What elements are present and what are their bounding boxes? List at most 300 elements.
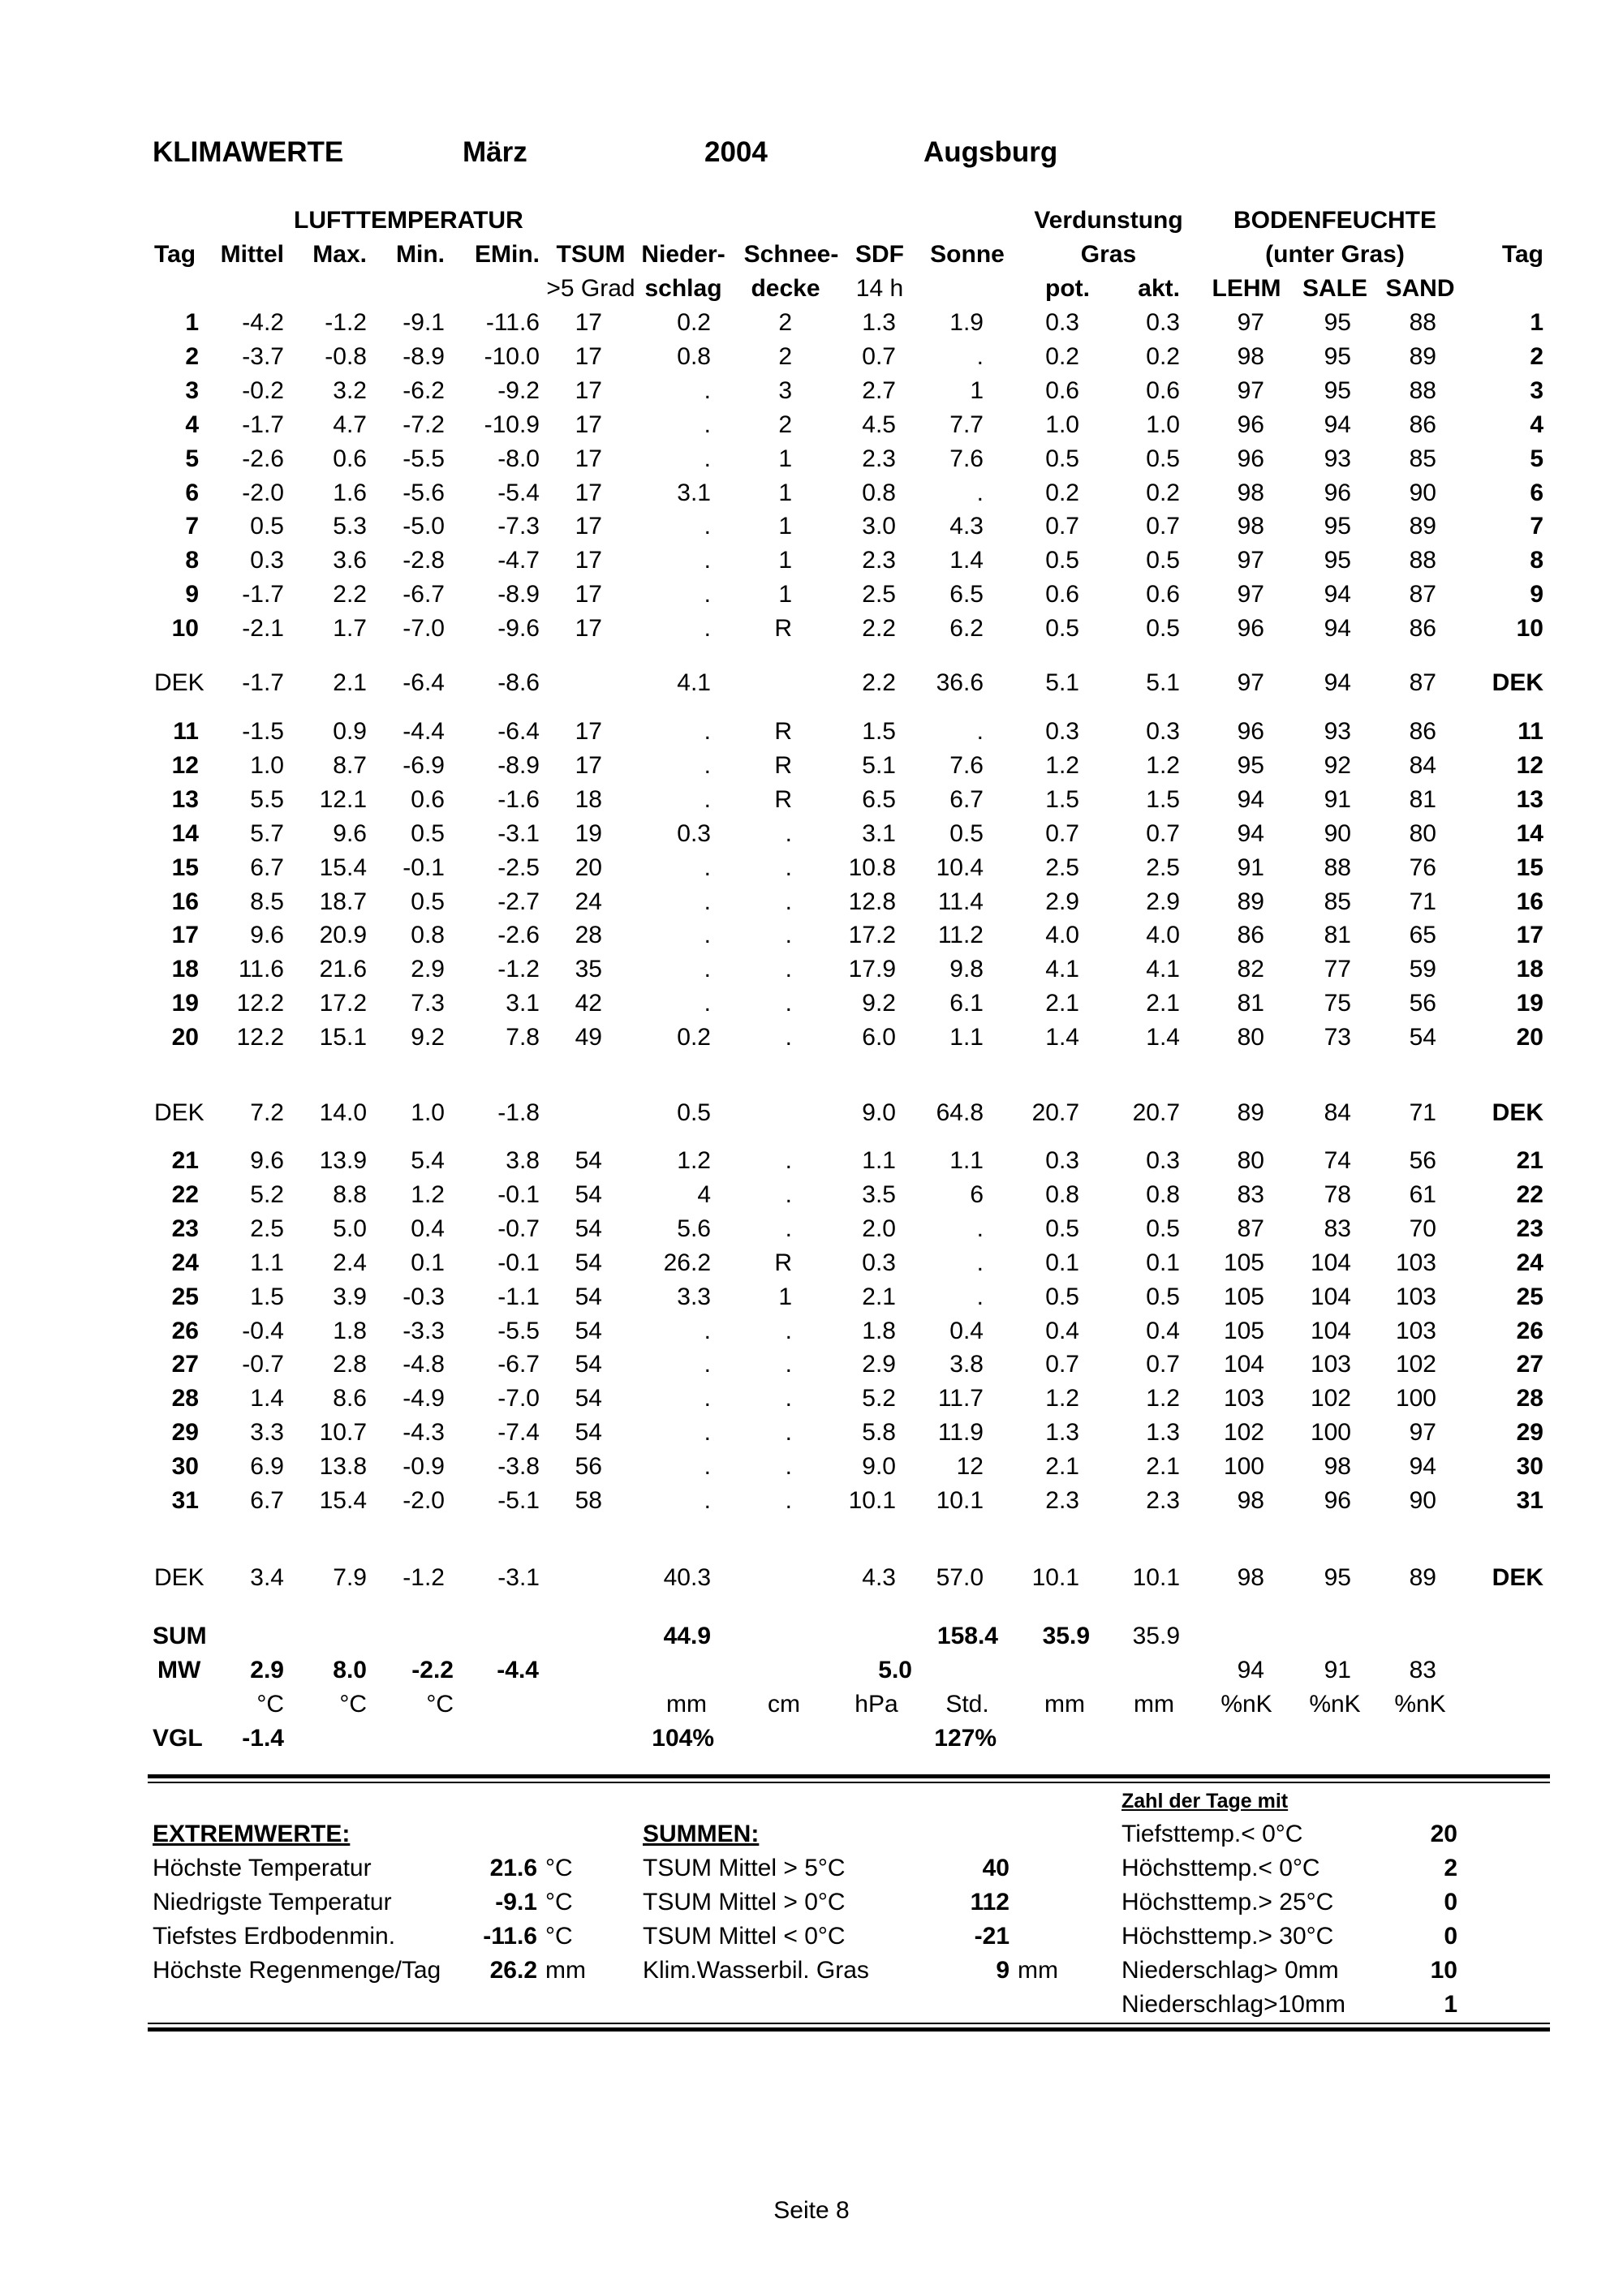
cell-lehm: 97 bbox=[1237, 309, 1264, 336]
col-mittel: Mittel bbox=[220, 241, 284, 268]
cell-sdf: 1.1 bbox=[862, 1147, 896, 1174]
cell-lehm: 97 bbox=[1237, 547, 1264, 574]
cell-sale: 93 bbox=[1324, 718, 1351, 745]
cell-emin: -8.0 bbox=[497, 445, 540, 472]
unit-pot: mm bbox=[1044, 1691, 1085, 1718]
row-day-right: 11 bbox=[1518, 718, 1543, 745]
cell-akt: 2.1 bbox=[1146, 990, 1180, 1017]
cell-min: 0.4 bbox=[411, 1215, 445, 1242]
row-day-right: 15 bbox=[1516, 853, 1543, 881]
cell-max: 13.8 bbox=[319, 1453, 367, 1481]
sum-pot: 35.9 bbox=[1042, 1623, 1090, 1649]
cell-akt: 0.7 bbox=[1146, 819, 1180, 847]
cell-max: -1.2 bbox=[325, 309, 367, 336]
cell-akt: 0.6 bbox=[1146, 581, 1180, 608]
row-day-right: 8 bbox=[1530, 547, 1543, 574]
sum-label: SUM bbox=[153, 1623, 207, 1649]
cell-schnee: R bbox=[774, 615, 792, 643]
cell-nieder: . bbox=[704, 1419, 711, 1447]
summe-value: 40 bbox=[982, 1855, 1010, 1881]
cell-sand: 80 bbox=[1409, 819, 1436, 847]
cell-sand: 89 bbox=[1409, 1564, 1436, 1591]
cell-lehm: 98 bbox=[1237, 1564, 1264, 1591]
cell-nieder: 1.2 bbox=[677, 1147, 711, 1174]
report-year: 2004 bbox=[704, 136, 768, 168]
mw-min: -2.2 bbox=[411, 1657, 454, 1683]
unit-mittel: °C bbox=[256, 1691, 284, 1718]
page-number: Seite 8 bbox=[773, 2197, 850, 2224]
cell-lehm: 94 bbox=[1237, 785, 1264, 813]
cell-akt: 2.9 bbox=[1146, 888, 1180, 915]
row-day: 18 bbox=[171, 956, 199, 983]
cell-sand: 100 bbox=[1395, 1385, 1436, 1412]
cell-nieder: 3.3 bbox=[677, 1283, 711, 1310]
cell-nieder: 3.1 bbox=[677, 479, 711, 506]
cell-lehm: 91 bbox=[1237, 853, 1264, 881]
tage-label: Höchsttemp.> 30°C bbox=[1121, 1923, 1334, 1950]
sum-nieder: 44.9 bbox=[663, 1623, 711, 1649]
cell-nieder: . bbox=[704, 581, 711, 608]
cell-tsum: 28 bbox=[575, 922, 602, 949]
cell-sonne: 10.1 bbox=[936, 1487, 984, 1514]
cell-pot: 0.5 bbox=[1045, 445, 1079, 472]
cell-sale: 81 bbox=[1324, 922, 1351, 949]
cell-sdf: 5.1 bbox=[862, 751, 896, 779]
col-group-bodenfeuchte: BODENFEUCHTE bbox=[1233, 207, 1437, 234]
cell-sdf: 2.0 bbox=[862, 1215, 896, 1242]
cell-schnee: R bbox=[774, 718, 792, 745]
cell-lehm: 96 bbox=[1237, 718, 1264, 745]
cell-emin: -9.2 bbox=[497, 376, 540, 404]
cell-sdf: 10.8 bbox=[848, 853, 896, 881]
cell-schnee: . bbox=[785, 922, 792, 949]
row-day: 28 bbox=[171, 1385, 199, 1412]
cell-tsum: 17 bbox=[575, 581, 602, 608]
cell-akt: 0.5 bbox=[1146, 445, 1180, 472]
cell-sand: 103 bbox=[1395, 1249, 1436, 1276]
cell-mittel: -1.7 bbox=[242, 581, 284, 608]
cell-nieder: . bbox=[704, 785, 711, 813]
tage-value: 1 bbox=[1444, 1991, 1457, 2018]
extremwert-value: -9.1 bbox=[495, 1889, 537, 1915]
mw-sdf: 5.0 bbox=[878, 1657, 912, 1683]
extremwert-value: 26.2 bbox=[489, 1957, 537, 1984]
cell-min: 0.1 bbox=[411, 1249, 445, 1276]
mw-label: MW bbox=[157, 1657, 201, 1683]
cell-lehm: 102 bbox=[1223, 1419, 1264, 1447]
cell-sdf: 2.9 bbox=[862, 1351, 896, 1378]
cell-mittel: 5.7 bbox=[250, 819, 284, 847]
cell-min: -6.9 bbox=[403, 751, 445, 779]
tage-value: 0 bbox=[1444, 1889, 1457, 1915]
cell-min: -4.9 bbox=[403, 1385, 445, 1412]
cell-min: -7.0 bbox=[403, 615, 445, 643]
mw-emin: -4.4 bbox=[497, 1657, 539, 1683]
cell-sand: 89 bbox=[1409, 513, 1436, 540]
row-day: 17 bbox=[171, 922, 199, 949]
cell-nieder: 0.3 bbox=[677, 819, 711, 847]
col-sonne: Sonne bbox=[930, 241, 1005, 268]
cell-sonne: 36.6 bbox=[936, 669, 984, 696]
cell-sonne: 6.2 bbox=[949, 615, 984, 643]
cell-mittel: 5.5 bbox=[250, 785, 284, 813]
cell-min: -5.0 bbox=[403, 513, 445, 540]
cell-tsum: 17 bbox=[575, 479, 602, 506]
cell-mittel: 8.5 bbox=[250, 888, 284, 915]
cell-tsum: 56 bbox=[575, 1453, 602, 1481]
cell-sale: 104 bbox=[1310, 1283, 1351, 1310]
cell-schnee: 1 bbox=[778, 581, 792, 608]
row-day: 1 bbox=[185, 309, 199, 336]
cell-sale: 94 bbox=[1324, 581, 1351, 608]
row-day-right: 3 bbox=[1530, 376, 1543, 404]
cell-tsum: 54 bbox=[575, 1419, 602, 1447]
cell-sand: 54 bbox=[1409, 1024, 1436, 1051]
cell-sdf: 5.8 bbox=[862, 1419, 896, 1447]
cell-sdf: 10.1 bbox=[848, 1487, 896, 1514]
row-day-right: 29 bbox=[1516, 1419, 1543, 1447]
tage-label: Tiefsttemp.< 0°C bbox=[1121, 1821, 1303, 1847]
tage-value: 10 bbox=[1430, 1957, 1457, 1984]
cell-max: 20.9 bbox=[319, 922, 367, 949]
cell-sale: 78 bbox=[1324, 1180, 1351, 1208]
mw-mittel: 2.9 bbox=[250, 1657, 284, 1683]
cell-sand: 89 bbox=[1409, 342, 1436, 370]
row-day: 13 bbox=[171, 785, 199, 813]
cell-sdf: 2.3 bbox=[862, 547, 896, 574]
dek-label: DEK bbox=[154, 669, 204, 696]
cell-sonne: 7.7 bbox=[949, 411, 984, 438]
cell-mittel: -3.7 bbox=[242, 342, 284, 370]
cell-nieder: . bbox=[704, 751, 711, 779]
cell-sdf: 4.5 bbox=[862, 411, 896, 438]
row-day-right: 26 bbox=[1516, 1317, 1543, 1344]
unit-sonne: Std. bbox=[945, 1691, 989, 1718]
cell-schnee: 1 bbox=[778, 547, 792, 574]
cell-sand: 94 bbox=[1409, 1453, 1436, 1481]
vgl-nieder: 104% bbox=[652, 1725, 714, 1752]
cell-min: -4.4 bbox=[403, 718, 445, 745]
cell-schnee: . bbox=[785, 1317, 792, 1344]
col-nieder: Nieder- bbox=[641, 241, 725, 268]
cell-lehm: 86 bbox=[1237, 922, 1264, 949]
cell-schnee: 1 bbox=[778, 445, 792, 472]
cell-mittel: -4.2 bbox=[242, 309, 284, 336]
dek-label-right: DEK bbox=[1492, 1564, 1543, 1591]
cell-max: 15.4 bbox=[319, 853, 367, 881]
row-day: 20 bbox=[171, 1024, 199, 1051]
cell-tsum: 17 bbox=[575, 445, 602, 472]
cell-nieder: . bbox=[704, 888, 711, 915]
row-day: 27 bbox=[171, 1351, 199, 1378]
cell-sonne: 11.9 bbox=[937, 1419, 984, 1447]
cell-sdf: 1.5 bbox=[862, 718, 896, 745]
cell-nieder: . bbox=[704, 1453, 711, 1481]
cell-mittel: 0.3 bbox=[250, 547, 284, 574]
cell-emin: -0.1 bbox=[497, 1249, 540, 1276]
cell-mittel: 6.7 bbox=[250, 1487, 284, 1514]
cell-max: 1.6 bbox=[333, 479, 367, 506]
cell-mittel: -0.4 bbox=[242, 1317, 284, 1344]
cell-akt: 0.7 bbox=[1146, 513, 1180, 540]
cell-max: 1.7 bbox=[333, 615, 367, 643]
cell-sdf: 6.0 bbox=[862, 1024, 896, 1051]
col-min: Min. bbox=[396, 241, 445, 268]
cell-pot: 0.2 bbox=[1045, 342, 1079, 370]
cell-pot: 4.1 bbox=[1045, 956, 1079, 983]
col-max: Max. bbox=[312, 241, 367, 268]
cell-emin: -10.0 bbox=[484, 342, 540, 370]
cell-sdf: 1.8 bbox=[862, 1317, 896, 1344]
cell-nieder: . bbox=[704, 853, 711, 881]
summe-unit: mm bbox=[1018, 1957, 1058, 1984]
cell-emin: -5.4 bbox=[497, 479, 540, 506]
cell-akt: 1.4 bbox=[1146, 1024, 1180, 1051]
cell-min: 1.2 bbox=[411, 1180, 445, 1208]
tage-value: 0 bbox=[1444, 1923, 1457, 1950]
cell-emin: -4.7 bbox=[497, 547, 540, 574]
cell-lehm: 94 bbox=[1237, 819, 1264, 847]
cell-schnee: . bbox=[785, 1453, 792, 1481]
cell-nieder: . bbox=[704, 1385, 711, 1412]
cell-sand: 87 bbox=[1409, 669, 1436, 696]
cell-emin: -2.5 bbox=[497, 853, 540, 881]
mw-max: 8.0 bbox=[333, 1657, 367, 1683]
cell-sdf: 4.3 bbox=[862, 1564, 896, 1591]
col-sdf: SDF bbox=[855, 241, 904, 268]
cell-akt: 2.3 bbox=[1146, 1487, 1180, 1514]
cell-lehm: 96 bbox=[1237, 445, 1264, 472]
dek-label-right: DEK bbox=[1492, 1099, 1543, 1126]
cell-max: 5.0 bbox=[333, 1215, 367, 1242]
cell-sonne: 57.0 bbox=[936, 1564, 984, 1591]
cell-min: -0.3 bbox=[403, 1283, 445, 1310]
cell-akt: 1.0 bbox=[1146, 411, 1180, 438]
row-day: 21 bbox=[171, 1147, 199, 1174]
cell-max: 17.2 bbox=[319, 990, 367, 1017]
cell-tsum: 54 bbox=[575, 1385, 602, 1412]
cell-sdf: 17.9 bbox=[848, 956, 896, 983]
cell-min: -9.1 bbox=[403, 309, 445, 336]
cell-emin: -10.9 bbox=[484, 411, 540, 438]
extremwert-value: -11.6 bbox=[483, 1923, 537, 1950]
col-sand: SAND bbox=[1385, 275, 1455, 302]
cell-sonne: . bbox=[976, 479, 984, 506]
cell-min: -6.2 bbox=[403, 376, 445, 404]
cell-sonne: . bbox=[976, 342, 984, 370]
cell-sonne: 6.1 bbox=[949, 990, 984, 1017]
cell-nieder: . bbox=[704, 513, 711, 540]
row-day-right: 23 bbox=[1516, 1215, 1543, 1242]
col-schnee: Schnee- bbox=[743, 241, 839, 268]
cell-sale: 84 bbox=[1324, 1099, 1351, 1126]
row-day: 7 bbox=[185, 513, 199, 540]
cell-pot: 20.7 bbox=[1031, 1099, 1079, 1126]
cell-sale: 104 bbox=[1310, 1317, 1351, 1344]
cell-emin: -3.1 bbox=[497, 1564, 540, 1591]
row-day-right: 19 bbox=[1516, 990, 1543, 1017]
summe-value: -21 bbox=[974, 1923, 1010, 1950]
col-tag-right: Tag bbox=[1501, 241, 1543, 268]
cell-pot: 0.8 bbox=[1045, 1180, 1079, 1208]
divider-top bbox=[148, 1774, 1550, 1778]
cell-max: 2.2 bbox=[333, 581, 367, 608]
cell-pot: 2.1 bbox=[1045, 990, 1079, 1017]
cell-nieder: 26.2 bbox=[663, 1249, 711, 1276]
cell-sale: 94 bbox=[1324, 411, 1351, 438]
row-day-right: 9 bbox=[1530, 581, 1543, 608]
cell-max: 21.6 bbox=[319, 956, 367, 983]
cell-lehm: 81 bbox=[1237, 990, 1264, 1017]
cell-sdf: 2.2 bbox=[862, 669, 896, 696]
cell-pot: 2.5 bbox=[1045, 853, 1079, 881]
cell-tsum: 17 bbox=[575, 342, 602, 370]
cell-sdf: 0.3 bbox=[862, 1249, 896, 1276]
extremwert-value: 21.6 bbox=[489, 1855, 537, 1881]
cell-sdf: 12.8 bbox=[848, 888, 896, 915]
cell-akt: 0.4 bbox=[1146, 1317, 1180, 1344]
cell-tsum: 17 bbox=[575, 615, 602, 643]
cell-sand: 103 bbox=[1395, 1317, 1436, 1344]
cell-sonne: 4.3 bbox=[949, 513, 984, 540]
cell-sale: 102 bbox=[1310, 1385, 1351, 1412]
cell-sale: 103 bbox=[1310, 1351, 1351, 1378]
cell-tsum: 17 bbox=[575, 751, 602, 779]
cell-sand: 56 bbox=[1409, 990, 1436, 1017]
row-day-right: 22 bbox=[1516, 1180, 1543, 1208]
cell-mittel: 9.6 bbox=[250, 922, 284, 949]
cell-emin: -8.6 bbox=[497, 669, 540, 696]
row-day: 12 bbox=[171, 751, 199, 779]
cell-tsum: 54 bbox=[575, 1180, 602, 1208]
cell-mittel: 1.4 bbox=[250, 1385, 284, 1412]
row-day-right: 5 bbox=[1530, 445, 1543, 472]
cell-sonne: 9.8 bbox=[949, 956, 984, 983]
unit-max: °C bbox=[339, 1691, 367, 1718]
cell-sand: 102 bbox=[1395, 1351, 1436, 1378]
cell-tsum: 18 bbox=[575, 785, 602, 813]
cell-max: 7.9 bbox=[333, 1564, 367, 1591]
cell-min: -7.2 bbox=[403, 411, 445, 438]
cell-emin: -7.3 bbox=[497, 513, 540, 540]
cell-min: 0.5 bbox=[411, 888, 445, 915]
cell-max: 8.6 bbox=[333, 1385, 367, 1412]
extremwert-unit: °C bbox=[545, 1855, 573, 1881]
cell-schnee: . bbox=[785, 1385, 792, 1412]
cell-mittel: 5.2 bbox=[250, 1180, 284, 1208]
report-title: KLIMAWERTE bbox=[153, 136, 344, 168]
cell-tsum: 54 bbox=[575, 1215, 602, 1242]
cell-akt: 0.3 bbox=[1146, 718, 1180, 745]
sum-akt: 35.9 bbox=[1132, 1623, 1180, 1649]
cell-tsum: 19 bbox=[575, 819, 602, 847]
cell-sale: 95 bbox=[1324, 309, 1351, 336]
cell-nieder: . bbox=[704, 922, 711, 949]
cell-lehm: 96 bbox=[1237, 615, 1264, 643]
cell-sonne: 6.7 bbox=[949, 785, 984, 813]
cell-emin: -3.8 bbox=[497, 1453, 540, 1481]
cell-sdf: 3.5 bbox=[862, 1180, 896, 1208]
cell-mittel: 3.3 bbox=[250, 1419, 284, 1447]
cell-sale: 96 bbox=[1324, 1487, 1351, 1514]
tage-label: Niederschlag>10mm bbox=[1121, 1991, 1345, 2018]
cell-pot: 4.0 bbox=[1045, 922, 1079, 949]
cell-sonne: . bbox=[976, 1283, 984, 1310]
cell-min: 9.2 bbox=[411, 1024, 445, 1051]
row-day: 29 bbox=[171, 1419, 199, 1447]
cell-pot: 1.2 bbox=[1045, 1385, 1079, 1412]
cell-nieder: . bbox=[704, 615, 711, 643]
cell-min: 1.0 bbox=[411, 1099, 445, 1126]
col-tag: Tag bbox=[154, 241, 196, 268]
cell-sonne: 6 bbox=[970, 1180, 984, 1208]
cell-lehm: 104 bbox=[1223, 1351, 1264, 1378]
cell-sdf: 5.2 bbox=[862, 1385, 896, 1412]
cell-akt: 1.2 bbox=[1146, 1385, 1180, 1412]
col-unter-gras: (unter Gras) bbox=[1265, 241, 1405, 268]
cell-akt: 4.0 bbox=[1146, 922, 1180, 949]
tage-value: 2 bbox=[1444, 1855, 1457, 1881]
row-day: 31 bbox=[171, 1487, 199, 1514]
unit-sale: %nK bbox=[1309, 1691, 1361, 1718]
cell-pot: 0.7 bbox=[1045, 819, 1079, 847]
cell-schnee: . bbox=[785, 819, 792, 847]
cell-schnee: . bbox=[785, 1487, 792, 1514]
cell-schnee: R bbox=[774, 751, 792, 779]
cell-sale: 93 bbox=[1324, 445, 1351, 472]
cell-nieder: . bbox=[704, 1351, 711, 1378]
col-group-verdunstung: Verdunstung bbox=[1034, 207, 1183, 234]
cell-tsum: 54 bbox=[575, 1249, 602, 1276]
cell-mittel: 1.5 bbox=[250, 1283, 284, 1310]
row-day-right: 14 bbox=[1516, 819, 1543, 847]
cell-sdf: 2.1 bbox=[862, 1283, 896, 1310]
cell-akt: 0.5 bbox=[1146, 1215, 1180, 1242]
cell-tsum: 17 bbox=[575, 309, 602, 336]
cell-sonne: 64.8 bbox=[936, 1099, 984, 1126]
cell-sdf: 3.1 bbox=[862, 819, 896, 847]
cell-pot: 0.5 bbox=[1045, 1283, 1079, 1310]
cell-sdf: 2.5 bbox=[862, 581, 896, 608]
cell-sand: 90 bbox=[1409, 1487, 1436, 1514]
summe-label: TSUM Mittel < 0°C bbox=[643, 1923, 846, 1950]
cell-sale: 85 bbox=[1324, 888, 1351, 915]
cell-sonne: 7.6 bbox=[949, 445, 984, 472]
mw-lehm: 94 bbox=[1237, 1657, 1264, 1683]
row-day-right: 17 bbox=[1516, 922, 1543, 949]
cell-sdf: 9.0 bbox=[862, 1099, 896, 1126]
cell-sand: 97 bbox=[1409, 1419, 1436, 1447]
cell-pot: 0.5 bbox=[1045, 547, 1079, 574]
cell-sonne: 10.4 bbox=[936, 853, 984, 881]
cell-tsum: 58 bbox=[575, 1487, 602, 1514]
cell-sdf: 0.8 bbox=[862, 479, 896, 506]
cell-lehm: 82 bbox=[1237, 956, 1264, 983]
extremwerte-heading: EXTREMWERTE: bbox=[153, 1821, 351, 1847]
cell-sdf: 3.0 bbox=[862, 513, 896, 540]
cell-mittel: -1.5 bbox=[242, 718, 284, 745]
col-sdf-sub: 14 h bbox=[855, 275, 904, 302]
col-akt: akt. bbox=[1138, 275, 1180, 302]
cell-nieder: . bbox=[704, 376, 711, 404]
cell-schnee: 2 bbox=[778, 411, 792, 438]
cell-emin: -2.7 bbox=[497, 888, 540, 915]
report-location: Augsburg bbox=[923, 136, 1058, 168]
cell-pot: 2.1 bbox=[1045, 1453, 1079, 1481]
cell-sale: 94 bbox=[1324, 669, 1351, 696]
divider-bottom bbox=[148, 2027, 1550, 2032]
cell-sonne: 3.8 bbox=[949, 1351, 984, 1378]
